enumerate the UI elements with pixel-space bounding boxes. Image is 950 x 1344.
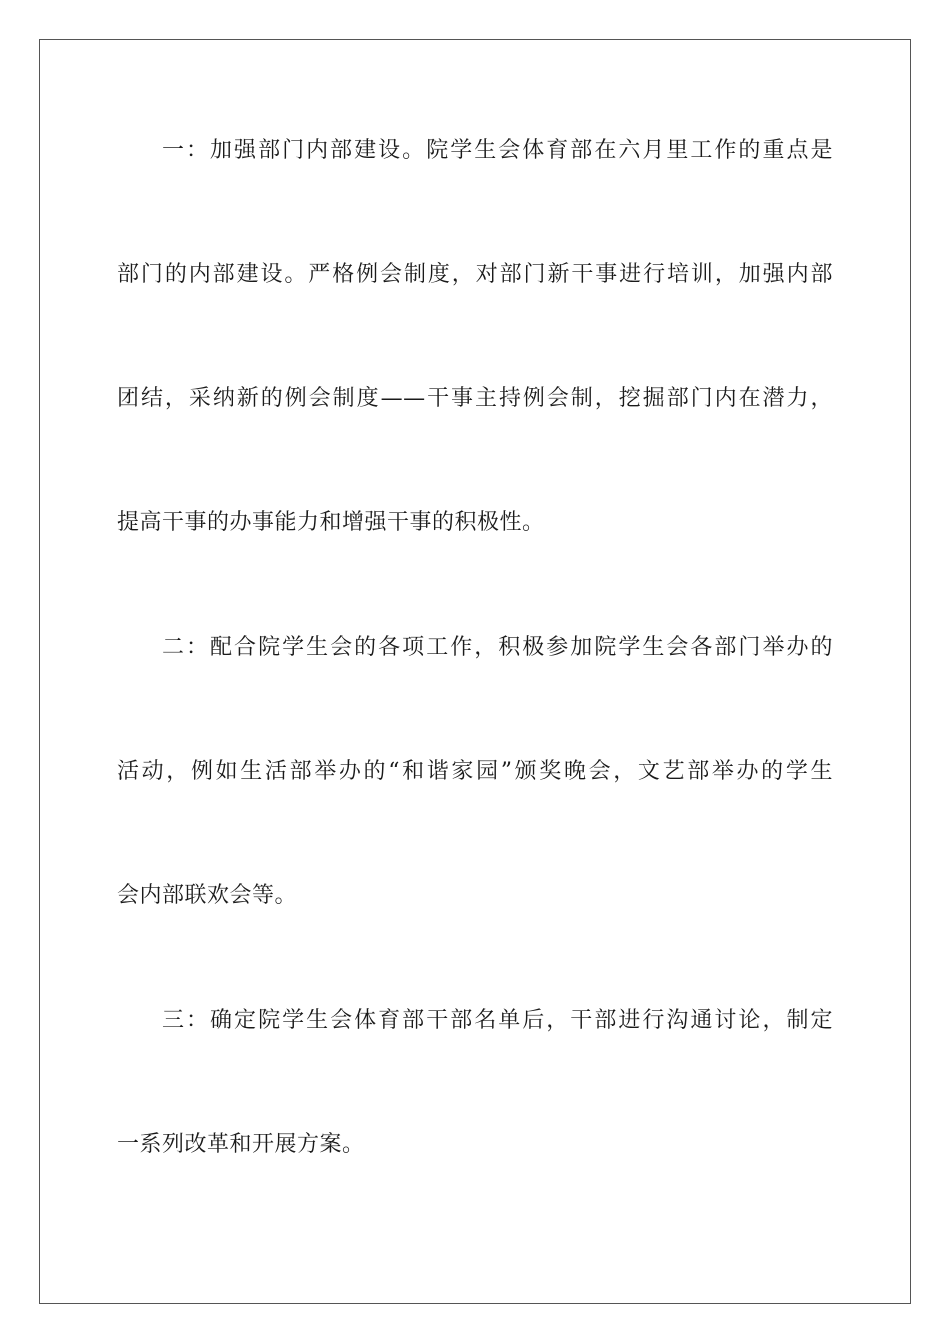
paragraph-2-line-2: 活动，例如生活部举办的“和谐家园”颁奖晚会，文艺部举办的学生 bbox=[117, 759, 833, 784]
paragraph-1-line-3: 团结，采纳新的例会制度——干事主持例会制，挖掘部门内在潜力， bbox=[117, 386, 833, 411]
paragraph-3-line-1: 三：确定院学生会体育部干部名单后，干部进行沟通讨论，制定 bbox=[162, 1008, 833, 1033]
paragraph-1-line-1: 一：加强部门内部建设。院学生会体育部在六月里工作的重点是 bbox=[162, 138, 833, 163]
page-border bbox=[39, 39, 911, 1304]
paragraph-2-line-3: 会内部联欢会等。 bbox=[117, 883, 298, 908]
paragraph-3-line-2: 一系列改革和开展方案。 bbox=[117, 1132, 365, 1157]
paragraph-1-line-4: 提高干事的办事能力和增强干事的积极性。 bbox=[117, 510, 545, 535]
paragraph-1-line-2: 部门的内部建设。严格例会制度，对部门新干事进行培训，加强内部 bbox=[117, 262, 833, 287]
paragraph-2-line-1: 二：配合院学生会的各项工作，积极参加院学生会各部门举办的 bbox=[162, 635, 833, 660]
